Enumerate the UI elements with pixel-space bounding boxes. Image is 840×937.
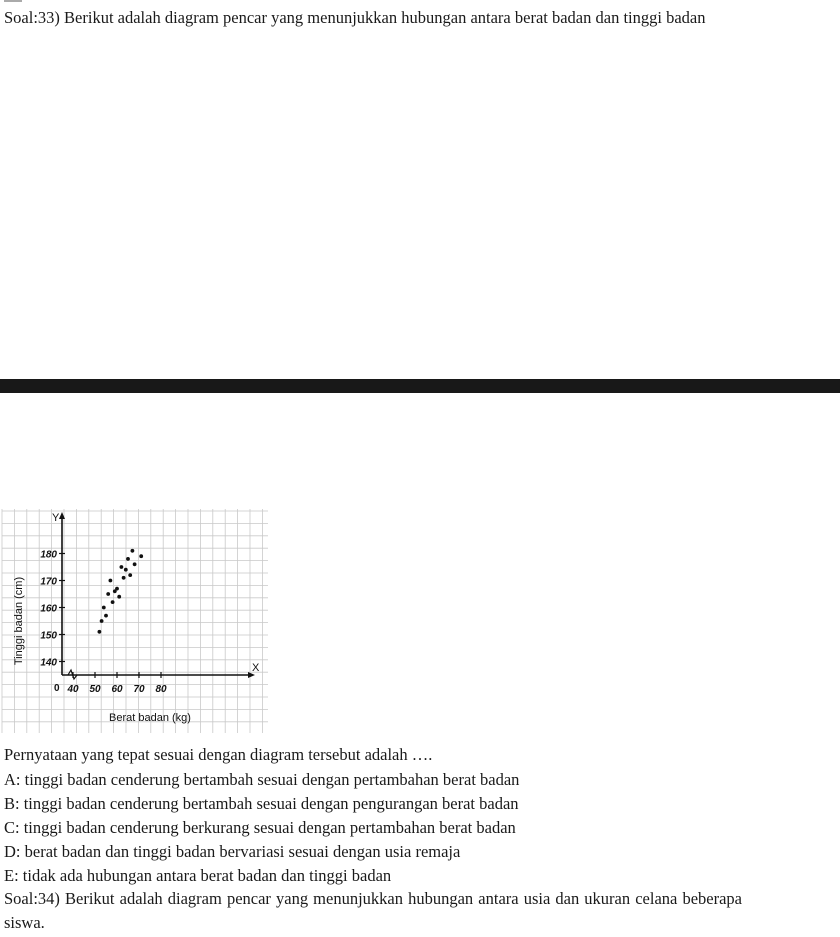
page-divider-band (0, 379, 840, 393)
scatter-point (100, 619, 104, 623)
scatter-point (120, 565, 124, 569)
scatter-point (139, 554, 143, 558)
scatter-point (111, 600, 115, 604)
question-34-text: Soal:34) Berikut adalah diagram pencar yang menunjukkan hubungan antara usia dan ukuran celana beberapa siswa. (4, 889, 742, 932)
previous-item-fragment (4, 0, 22, 5)
scatter-point (117, 595, 121, 599)
x-tick-label: 70 (133, 684, 145, 695)
y-axis-title: Tinggi badan (cm) (13, 576, 25, 666)
scatter-point (128, 573, 132, 577)
scatter-point (133, 562, 137, 566)
scatter-point (98, 630, 102, 634)
x-tick-label: 40 (67, 684, 79, 695)
chart-grid (2, 509, 268, 733)
option-b[interactable]: B: tinggi badan cenderung bertambah sesuai dengan pengurangan berat badan (4, 794, 519, 813)
chart-axes (52, 512, 260, 694)
scatter-point (106, 592, 110, 596)
scatter-chart-svg (0, 507, 270, 735)
x-axis-letter: X (252, 662, 260, 674)
y-tick-label: 140 (40, 657, 57, 669)
scatter-point (122, 576, 126, 580)
origin-label: 0 (54, 683, 60, 694)
y-tick-label: 180 (40, 549, 57, 561)
question-33-text: Soal:33) Berikut adalah diagram pencar yang menunjukkan hubungan antara berat badan dan tinggi badan (4, 8, 706, 27)
scatter-chart (0, 507, 270, 735)
option-a[interactable]: A: tinggi badan cenderung bertambah sesuai dengan pertambahan berat badan (4, 770, 520, 789)
scatter-point (109, 579, 113, 583)
option-d[interactable]: D: berat badan dan tinggi badan bervariasi sesuai dengan usia remaja (4, 842, 461, 861)
option-e[interactable]: E: tidak ada hubungan antara berat badan dan tinggi badan (4, 866, 392, 885)
scatter-point (124, 568, 128, 572)
option-c[interactable]: C: tinggi badan cenderung berkurang sesuai dengan pertambahan berat badan (4, 818, 516, 837)
y-tick-label: 170 (40, 576, 57, 588)
x-tick-label: 60 (111, 684, 123, 695)
y-tick-label: 160 (40, 603, 57, 615)
scatter-point (104, 614, 108, 618)
scatter-point (102, 606, 106, 610)
scatter-point (115, 587, 119, 591)
x-axis-title: Berat badan (kg) (109, 712, 191, 724)
y-axis-letter: Y (52, 512, 60, 524)
chart-points (98, 549, 144, 634)
scatter-point (131, 549, 135, 553)
scatter-point (126, 557, 130, 561)
y-tick-label: 150 (40, 630, 57, 642)
x-tick-label: 80 (155, 684, 167, 695)
question-33-prompt: Pernyataan yang tepat sesuai dengan diagram tersebut adalah …. (4, 745, 433, 764)
x-tick-label: 50 (89, 684, 101, 695)
